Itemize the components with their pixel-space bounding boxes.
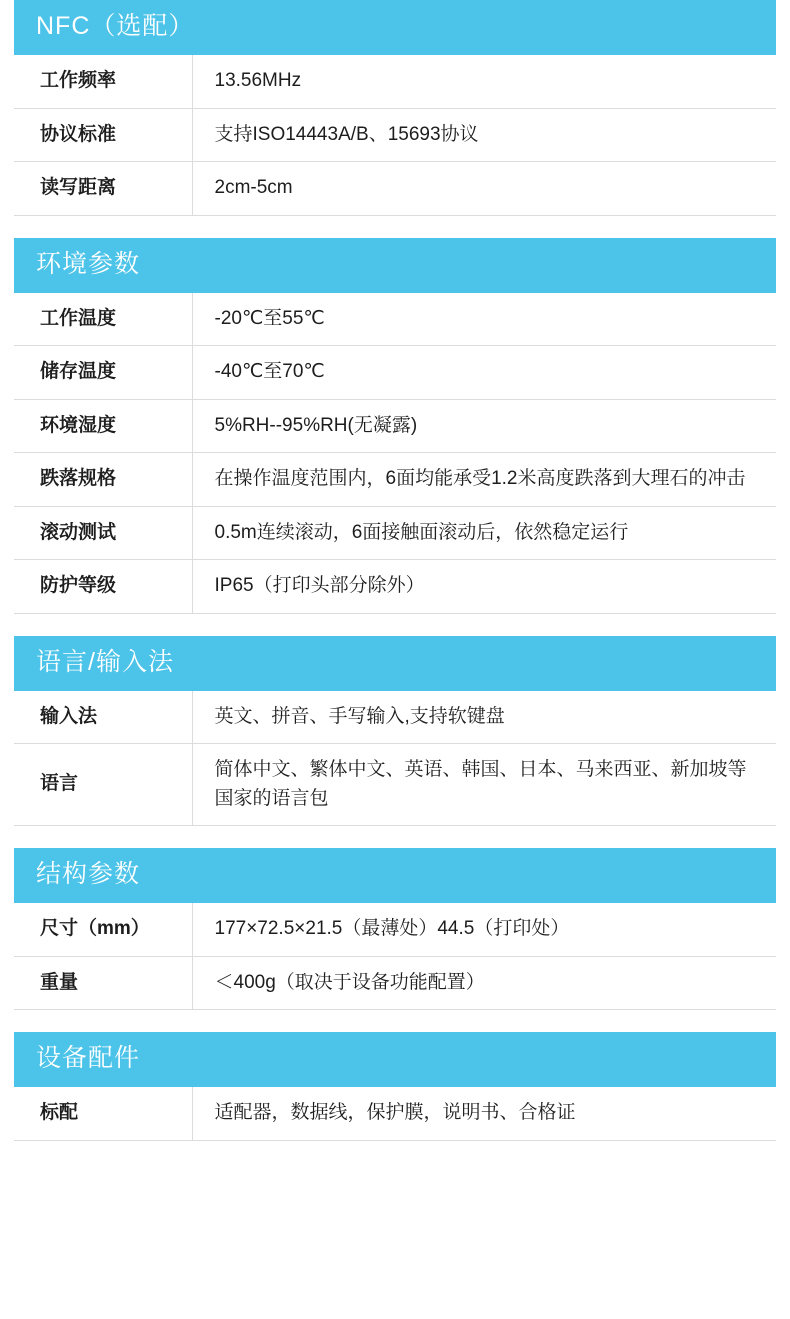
table-row	[14, 453, 776, 507]
row-label: 工作温度	[14, 293, 192, 346]
table-row	[14, 691, 776, 744]
spec-block-accessories	[14, 1032, 776, 1141]
row-value: 5%RH--95%RH(无凝露)	[192, 399, 776, 453]
row-value: -20℃至55℃	[192, 293, 776, 346]
spec-block-environment	[14, 238, 776, 614]
block-title-language: 语言/输入法	[14, 636, 776, 691]
row-label: 环境湿度	[14, 399, 192, 453]
spec-table-structure	[14, 903, 776, 1010]
row-label: 防护等级	[14, 560, 192, 614]
row-label: 工作频率	[14, 55, 192, 108]
table-row	[14, 903, 776, 956]
spec-block-language	[14, 636, 776, 827]
row-label: 语言	[14, 744, 192, 826]
table-row	[14, 956, 776, 1010]
row-value: 简体中文、繁体中文、英语、韩国、日本、马来西亚、新加坡等国家的语言包	[192, 744, 776, 826]
spec-table-accessories	[14, 1087, 776, 1141]
row-label: 读写距离	[14, 162, 192, 216]
table-row	[14, 162, 776, 216]
table-row	[14, 293, 776, 346]
table-row	[14, 506, 776, 560]
table-row	[14, 55, 776, 108]
row-value: ＜400g（取决于设备功能配置）	[192, 956, 776, 1010]
row-value: 177×72.5×21.5（最薄处）44.5（打印处）	[192, 903, 776, 956]
row-value: 英文、拼音、手写输入,支持软键盘	[192, 691, 776, 744]
spec-table-environment	[14, 293, 776, 614]
table-row	[14, 108, 776, 162]
spec-block-nfc	[14, 0, 776, 216]
row-value: 在操作温度范围内，6面均能承受1.2米高度跌落到大理石的冲击	[192, 453, 776, 507]
block-title-structure: 结构参数	[14, 848, 776, 903]
spec-table-language	[14, 691, 776, 827]
row-label: 储存温度	[14, 346, 192, 400]
row-label: 滚动测试	[14, 506, 192, 560]
row-label: 尺寸（mm）	[14, 903, 192, 956]
block-title-nfc: NFC（选配）	[14, 0, 776, 55]
page-bottom-spacer	[14, 1163, 776, 1197]
row-value: 2cm-5cm	[192, 162, 776, 216]
block-title-accessories: 设备配件	[14, 1032, 776, 1087]
row-label: 重量	[14, 956, 192, 1010]
row-label: 跌落规格	[14, 453, 192, 507]
table-row	[14, 346, 776, 400]
row-label: 输入法	[14, 691, 192, 744]
row-value: 13.56MHz	[192, 55, 776, 108]
row-value: 支持ISO14443A/B、15693协议	[192, 108, 776, 162]
row-value: -40℃至70℃	[192, 346, 776, 400]
block-title-environment: 环境参数	[14, 238, 776, 293]
row-value: 0.5m连续滚动，6面接触面滚动后，依然稳定运行	[192, 506, 776, 560]
table-row	[14, 744, 776, 826]
row-label: 标配	[14, 1087, 192, 1140]
row-value: IP65（打印头部分除外）	[192, 560, 776, 614]
table-row	[14, 399, 776, 453]
table-row	[14, 1087, 776, 1140]
row-label: 协议标准	[14, 108, 192, 162]
spec-block-structure	[14, 848, 776, 1010]
row-value: 适配器，数据线，保护膜，说明书、合格证	[192, 1087, 776, 1140]
table-row	[14, 560, 776, 614]
spec-table-nfc	[14, 55, 776, 216]
